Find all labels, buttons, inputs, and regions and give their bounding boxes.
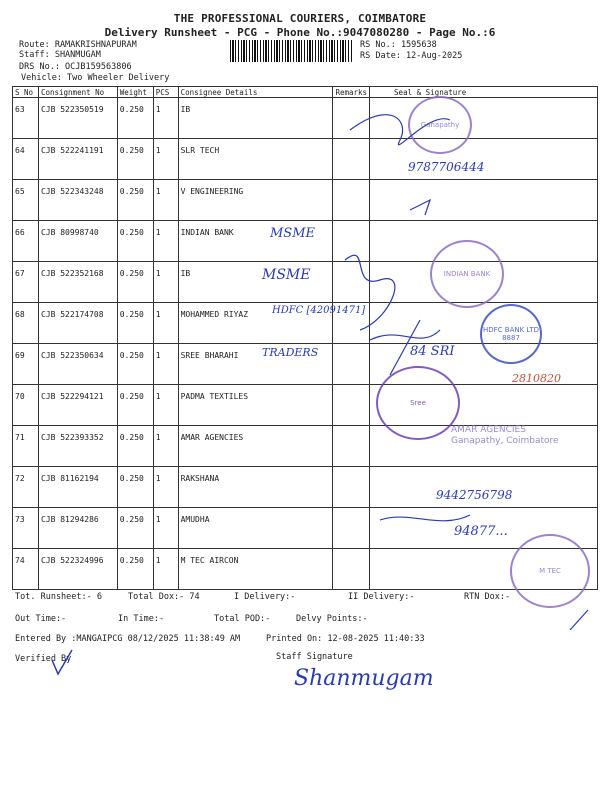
cell-sno: 66 — [13, 221, 39, 262]
cell-weight: 0.250 — [117, 426, 153, 467]
cell-weight: 0.250 — [117, 303, 153, 344]
total-dox: Total Dox:- 74 — [128, 592, 200, 602]
amar-agencies-stamp: AMAR AGENCIES Ganapathy, Coimbatore — [451, 425, 559, 446]
runsheet-subtitle: Delivery Runsheet - PCG - Phone No.:9047080280 - Page No.:6 — [104, 26, 496, 39]
col-remarks: Remarks — [333, 87, 370, 98]
handwritten-remark: MSME — [270, 226, 316, 241]
handwritten-remark: TRADERS — [262, 346, 319, 359]
cell-consignment: CJB 81294286 — [38, 508, 117, 549]
check-mark-icon — [40, 640, 80, 680]
total-pod: Total POD:- — [214, 614, 271, 624]
cell-consignment: CJB 522350519 — [38, 98, 117, 139]
cell-consignee: SLR TECH — [178, 139, 333, 180]
i-delivery: I Delivery:- — [234, 592, 296, 602]
cell-consignee: SREE BHARAHI — [178, 344, 333, 385]
col-consignment: Consignment No — [38, 87, 117, 98]
cell-sno: 72 — [13, 467, 39, 508]
vehicle-label: Vehicle: Two Wheeler Delivery — [21, 73, 170, 83]
cell-pcs: 1 — [153, 180, 178, 221]
handwritten-phone: 9442756798 — [436, 488, 513, 502]
cell-pcs: 1 — [153, 426, 178, 467]
cell-weight: 0.250 — [117, 385, 153, 426]
cell-consignee: IB — [178, 262, 333, 303]
cell-consignment: CJB 522324996 — [38, 549, 117, 590]
cell-consignee: PADMA TEXTILES — [178, 385, 333, 426]
cell-consignment: CJB 81162194 — [38, 467, 117, 508]
entered-by: Entered By :MANGAIPCG 08/12/2025 11:38:49 AM — [15, 634, 241, 644]
cell-weight: 0.250 — [117, 344, 153, 385]
cell-pcs: 1 — [153, 262, 178, 303]
cell-pcs: 1 — [153, 98, 178, 139]
staff-signature-label: Staff Signature — [276, 652, 353, 662]
cell-weight: 0.250 — [117, 180, 153, 221]
delivery-points: Delvy Points:- — [296, 614, 368, 624]
cell-pcs: 1 — [153, 221, 178, 262]
barcode-image — [230, 40, 352, 62]
rubber-stamp: M TEC — [510, 534, 590, 608]
cell-sno: 68 — [13, 303, 39, 344]
handwritten-phone: 94877... — [454, 524, 508, 539]
ii-delivery: II Delivery:- — [348, 592, 415, 602]
handwritten-remark: MSME — [262, 267, 311, 283]
route-label: Route: RAMAKRISHNAPURAM — [19, 40, 137, 50]
handwritten-phone: 9787706444 — [408, 160, 485, 174]
cell-sno: 73 — [13, 508, 39, 549]
rubber-stamp: Ganapathy — [408, 96, 472, 154]
cell-pcs: 1 — [153, 303, 178, 344]
cell-consignment: CJB 522393352 — [38, 426, 117, 467]
out-time: Out Time:- — [15, 614, 67, 624]
handwritten-remark: HDFC [42091471] — [272, 305, 366, 316]
cell-consignment: CJB 80998740 — [38, 221, 117, 262]
staff-label: Staff: SHANMUGAM — [19, 50, 101, 60]
handwritten-note: 2810820 — [512, 372, 561, 385]
cell-sno: 64 — [13, 139, 39, 180]
col-sno: S No — [13, 87, 39, 98]
cell-sno: 67 — [13, 262, 39, 303]
cell-pcs: 1 — [153, 467, 178, 508]
signatures-layer — [330, 90, 600, 630]
cell-pcs: 1 — [153, 549, 178, 590]
cell-consignment: CJB 522174708 — [38, 303, 117, 344]
total-runsheet: Tot. Runsheet:- 6 — [15, 592, 102, 602]
col-pcs: PCS — [153, 87, 178, 98]
col-seal-signature: Seal & Signature — [370, 87, 598, 98]
cell-weight: 0.250 — [117, 262, 153, 303]
col-weight: Weight — [117, 87, 153, 98]
drs-number: DRS No.: OCJB159563806 — [19, 62, 132, 72]
cell-consignee: MOHAMMED RIYAZ — [178, 303, 333, 344]
cell-sno: 70 — [13, 385, 39, 426]
rs-number: RS No.: 1595638 — [360, 40, 437, 50]
cell-weight: 0.250 — [117, 139, 153, 180]
cell-weight: 0.250 — [117, 467, 153, 508]
cell-sno: 63 — [13, 98, 39, 139]
cell-sno: 74 — [13, 549, 39, 590]
cell-consignee: AMUDHA — [178, 508, 333, 549]
cell-weight: 0.250 — [117, 221, 153, 262]
cell-sno: 71 — [13, 426, 39, 467]
company-title: THE PROFESSIONAL COURIERS, COIMBATORE — [173, 12, 427, 25]
cell-consignee: V ENGINEERING — [178, 180, 333, 221]
cell-weight: 0.250 — [117, 98, 153, 139]
handwritten-note: 84 SRI — [410, 344, 455, 359]
rs-date: RS Date: 12-Aug-2025 — [360, 51, 463, 61]
cell-pcs: 1 — [153, 344, 178, 385]
cell-pcs: 1 — [153, 508, 178, 549]
cell-consignment: CJB 522294121 — [38, 385, 117, 426]
cell-consignment: CJB 522350634 — [38, 344, 117, 385]
cell-consignee: RAKSHANA — [178, 467, 333, 508]
cell-consignment: CJB 522352168 — [38, 262, 117, 303]
hdfc-bank-stamp: HDFC BANK LTD 8887 — [480, 304, 542, 364]
cell-weight: 0.250 — [117, 508, 153, 549]
cell-consignee: IB — [178, 98, 333, 139]
company-seal-stamp: Sree — [376, 366, 460, 440]
cell-consignee: AMAR AGENCIES — [178, 426, 333, 467]
col-consignee: Consignee Details — [178, 87, 333, 98]
staff-signature: Shanmugam — [294, 666, 434, 691]
cell-sno: 69 — [13, 344, 39, 385]
verified-by: Verified By — [15, 654, 72, 664]
cell-consignment: CJB 522343248 — [38, 180, 117, 221]
rtn-dox: RTN Dox:- — [464, 592, 511, 602]
cell-weight: 0.250 — [117, 549, 153, 590]
cell-sno: 65 — [13, 180, 39, 221]
in-time: In Time:- — [118, 614, 165, 624]
cell-consignee: M TEC AIRCON — [178, 549, 333, 590]
cell-consignee: INDIAN BANK — [178, 221, 333, 262]
rubber-stamp: INDIAN BANK — [430, 240, 504, 308]
printed-on: Printed On: 12-08-2025 11:40:33 — [266, 634, 425, 644]
cell-pcs: 1 — [153, 139, 178, 180]
cell-pcs: 1 — [153, 385, 178, 426]
cell-consignment: CJB 522241191 — [38, 139, 117, 180]
